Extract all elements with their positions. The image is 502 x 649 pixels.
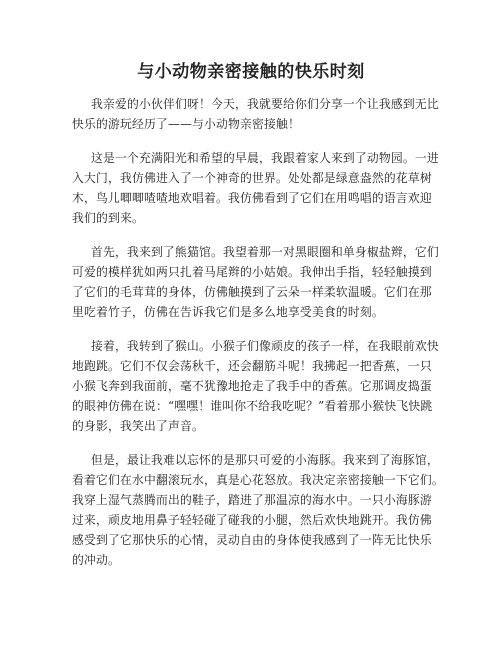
paragraph-4-line-5: 的身影，我笑出了声音。 — [72, 419, 204, 433]
paragraph-4-line-1: 接着，我转到了猴山。小猴子们像顽皮的孩子一样，在我眼前欢快 — [91, 339, 439, 353]
paragraph-5-line-3: 我穿上湿气蒸腾而出的鞋子，踏进了那温凉的海水中。一只小海豚游 — [72, 493, 432, 507]
paragraph-2-line-4: 我们的到来。 — [72, 211, 144, 225]
paragraph-5-line-1: 但是，最让我难以忘怀的是那只可爱的小海豚。我来到了海豚馆， — [91, 453, 439, 467]
paragraph-5-line-4: 过来，顽皮地用鼻子轻轻碰了碰我的小腿，然后欢快地跳开。我仿佛 — [72, 513, 432, 527]
paragraph-2-line-3: 木，鸟儿唧唧喳喳地欢唱着。我仿佛看到了它们在用鸣唱的语言欢迎 — [72, 191, 432, 205]
paragraph-1-line-1: 我亲爱的小伙伴们呀！今天，我就要给你们分享一个让我感到无比 — [91, 97, 439, 111]
paragraph-3-line-1: 首先，我来到了熊猫馆。我望着那一对黑眼圈和单身椒盐辫，它们 — [91, 245, 439, 259]
paragraph-1-line-2: 快乐的游玩经历了——与小动物亲密接触！ — [72, 117, 300, 131]
paragraph-2-line-1: 这是一个充满阳光和希望的早晨，我跟着家人来到了动物园。一进 — [91, 151, 439, 165]
paragraph-2-line-2: 入大门，我仿佛进入了一个神奇的世界。处处都是绿意盎然的花草树 — [72, 171, 432, 185]
paragraph-4-line-3: 小猴飞奔到我面前，毫不犹豫地抢走了我手中的香蕉。它那调皮捣蛋 — [72, 379, 432, 393]
paragraph-3-line-4: 里吃着竹子，仿佛在告诉我它们是多么地享受美食的时刻。 — [72, 305, 384, 319]
paragraph-5-line-6: 的冲动。 — [72, 553, 120, 567]
paragraph-4-line-2: 地跑跳。它们不仅会荡秋千，还会翻筋斗呢！我拂起一把香蕉，一只 — [72, 359, 432, 373]
document-title: 与小动物亲密接触的快乐时刻 — [137, 62, 365, 82]
paragraph-4-line-4: 的眼神仿佛在说：“嘿嘿！谁叫你不给我吃呢？”看着那小猴快飞快跳 — [72, 399, 433, 413]
paragraph-3-line-3: 了它们的毛茸茸的身体，仿佛触摸到了云朵一样柔软温暖。它们在那 — [72, 285, 432, 299]
paragraph-3-line-2: 可爱的模样犹如两只扎着马尾辫的小姑娘。我伸出手指，轻轻触摸到 — [72, 265, 432, 279]
paragraph-5-line-2: 看着它们在水中翻滚玩水，真是心花怒放。我决定亲密接触一下它们。 — [72, 473, 444, 487]
paragraph-5-line-5: 感受到了它那快乐的心情，灵动自由的身体使我感到了一阵无比快乐 — [72, 533, 432, 547]
